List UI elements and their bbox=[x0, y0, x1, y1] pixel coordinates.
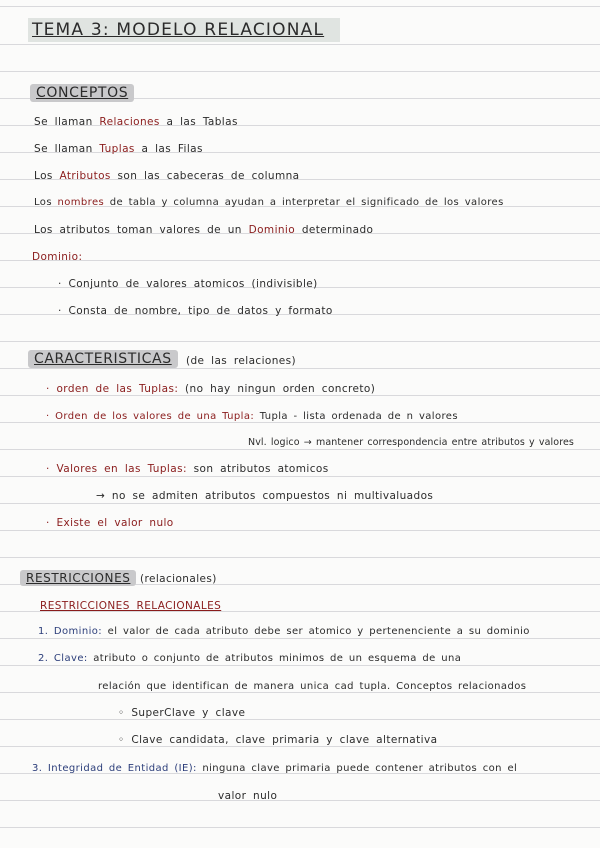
caracteristica-3-label: · Valores en las Tuplas: bbox=[46, 463, 187, 475]
restriccion-2 bbox=[38, 653, 461, 664]
text: Los bbox=[34, 170, 53, 182]
concept-line-1 bbox=[34, 116, 238, 128]
restriccion-1-text: el valor de cada atributo debe ser atomico y pertenenciente a su dominio bbox=[107, 626, 530, 637]
caracteristicas-heading: CARACTERISTICAS bbox=[28, 350, 178, 368]
restriccion-2-text: atributo o conjunto de atributos minimos de un esquema de una bbox=[93, 653, 462, 664]
term-dominio: Dominio bbox=[248, 224, 296, 236]
dominio-label: Dominio: bbox=[32, 251, 83, 263]
text: determinado bbox=[301, 224, 374, 236]
caracteristica-2-label: · Orden de los valores de una Tupla: bbox=[46, 411, 255, 422]
caracteristica-4: · Existe el valor nulo bbox=[46, 517, 174, 529]
caracteristica-3 bbox=[46, 463, 329, 475]
caracteristica-1-label: · orden de las Tuplas: bbox=[46, 383, 179, 395]
term-relaciones: Relaciones bbox=[99, 116, 160, 128]
dominio-item-1: · Conjunto de valores atomicos (indivisible) bbox=[58, 278, 318, 290]
conceptos-heading: CONCEPTOS bbox=[30, 84, 134, 102]
caracteristica-3-detail: → no se admiten atributos compuestos ni multivaluados bbox=[96, 490, 434, 502]
text: Los bbox=[34, 197, 52, 208]
restriccion-2-item-2: ◦ Clave candidata, clave primaria y clave alternativa bbox=[118, 734, 438, 746]
restriccion-1 bbox=[38, 626, 530, 637]
restriccion-3-label: 3. Integridad de Entidad (IE): bbox=[32, 763, 197, 774]
restriccion-1-label: 1. Dominio: bbox=[38, 626, 103, 637]
caracteristica-2-detail: Nvl. logico → mantener correspondencia entre atributos y valores bbox=[248, 437, 574, 448]
restricciones-heading: RESTRICCIONES bbox=[20, 570, 136, 586]
concept-line-2 bbox=[34, 143, 203, 155]
restriccion-3-text: ninguna clave primaria puede contener atributos con el bbox=[202, 763, 518, 774]
restricciones-subheading: RESTRICCIONES RELACIONALES bbox=[40, 600, 222, 612]
caracteristica-2-text: Tupla - lista ordenada de n valores bbox=[259, 411, 458, 422]
dominio-item-2: · Consta de nombre, tipo de datos y formato bbox=[58, 305, 333, 317]
text: a las Filas bbox=[141, 143, 203, 155]
term-atributos: Atributos bbox=[59, 170, 111, 182]
caracteristica-1-text: (no hay ningun orden concreto) bbox=[185, 383, 376, 395]
page-title: TEMA 3: MODELO RELACIONAL bbox=[28, 18, 340, 42]
restriccion-2-item-1: ◦ SuperClave y clave bbox=[118, 707, 246, 719]
restriccion-2-detail: relación que identifican de manera unica cad tupla. Conceptos relacionados bbox=[98, 681, 527, 692]
text: Se llaman bbox=[34, 143, 93, 155]
concept-line-4 bbox=[34, 197, 504, 208]
caracteristica-2 bbox=[46, 411, 458, 422]
caracteristicas-note: (de las relaciones) bbox=[186, 355, 297, 367]
text: son las cabeceras de columna bbox=[117, 170, 300, 182]
restriccion-3-detail: valor nulo bbox=[218, 790, 278, 802]
text: Se llaman bbox=[34, 116, 93, 128]
restricciones-note: (relacionales) bbox=[140, 573, 217, 585]
caracteristica-1 bbox=[46, 383, 375, 395]
caracteristica-3-text: son atributos atomicos bbox=[193, 463, 329, 475]
concept-line-5 bbox=[34, 224, 373, 236]
restriccion-2-label: 2. Clave: bbox=[38, 653, 88, 664]
concept-line-3 bbox=[34, 170, 299, 182]
text: a las Tablas bbox=[166, 116, 238, 128]
term-nombres: nombres bbox=[57, 197, 105, 208]
text: de tabla y columna ayudan a interpretar el significado de los valores bbox=[109, 197, 504, 208]
term-tuplas: Tuplas bbox=[99, 143, 135, 155]
text: Los atributos toman valores de un bbox=[34, 224, 242, 236]
restriccion-3 bbox=[32, 763, 517, 774]
